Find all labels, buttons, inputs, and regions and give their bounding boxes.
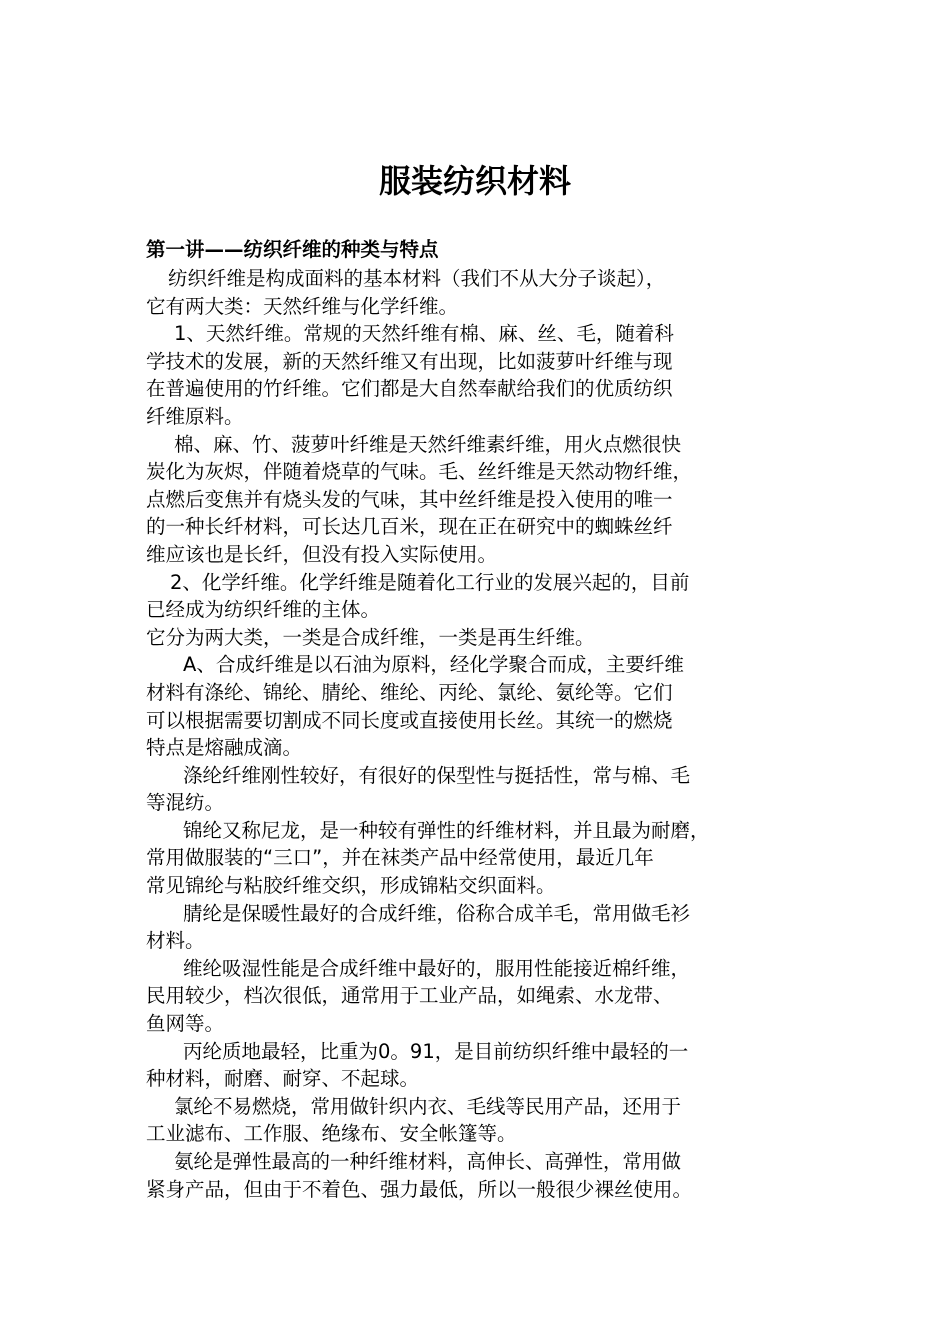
paragraph-line: 已经成为纺织纤维的主体。 (146, 598, 381, 622)
paragraph-line: 纤维原料。 (146, 404, 244, 428)
paragraph (146, 624, 812, 652)
paragraph-line: 维应该也是长纤，但没有投入实际使用。 (146, 542, 498, 566)
paragraph (146, 1148, 812, 1203)
document-body (146, 235, 812, 1203)
document-title: 服装纺织材料 (378, 162, 571, 200)
paragraph-line: 种材料，耐磨、耐穿、不起球。 (146, 1067, 420, 1091)
paragraph-line: 工业滤布、工作服、绝缘布、安全帐篷等。 (146, 1122, 517, 1146)
paragraph-line: 常见锦纶与粘胶纤维交织，形成锦粘交织面料。 (146, 874, 556, 898)
paragraph-line: 鱼网等。 (146, 1012, 225, 1036)
paragraph (146, 1093, 812, 1148)
paragraph-line: 民用较少，档次很低，通常用于工业产品，如绳索、水龙带、 (146, 984, 673, 1008)
paragraph-line: 涤纶纤维刚性较好，有很好的保型性与挺括性，常与棉、毛 (183, 763, 691, 787)
paragraph-line: 1、天然纤维。常规的天然纤维有棉、麻、丝、毛，随着科 (174, 322, 674, 346)
paragraph-line: 学技术的发展，新的天然纤维又有出现，比如菠萝叶纤维与现 (146, 349, 673, 373)
paragraph-line: 2、化学纤维。化学纤维是随着化工行业的发展兴起的，目前 (170, 570, 690, 594)
paragraph-line: 材料有涤纶、锦纶、腈纶、维纶、丙纶、氯纶、氨纶等。它们 (146, 680, 673, 704)
paragraph-line: 它有两大类：天然纤维与化学纤维。 (146, 294, 459, 318)
paragraph-line: 的一种长纤材料，可长达几百米，现在正在研究中的蜘蛛丝纤 (146, 515, 673, 539)
paragraph (146, 320, 812, 430)
paragraph (146, 817, 812, 900)
paragraph-line: 腈纶是保暖性最好的合成纤维，俗称合成羊毛，常用做毛衫 (183, 901, 691, 925)
paragraph (146, 569, 812, 624)
paragraph-line: 点燃后变焦并有烧头发的气味，其中丝纤维是投入使用的唯一 (146, 487, 673, 511)
paragraph (146, 762, 812, 817)
paragraph-list (146, 265, 812, 1203)
paragraph (146, 1038, 812, 1093)
paragraph-line: 维纶吸湿性能是合成纤维中最好的，服用性能接近棉纤维， (183, 956, 691, 980)
paragraph (146, 265, 812, 320)
paragraph-line: 等混纺。 (146, 791, 225, 815)
paragraph (146, 955, 812, 1038)
paragraph-line: 在普遍使用的竹纤维。它们都是大自然奉献给我们的优质纺织 (146, 377, 673, 401)
paragraph-line: 它分为两大类，一类是合成纤维，一类是再生纤维。 (146, 625, 595, 649)
paragraph-line: 炭化为灰烬，伴随着烧草的气味。毛、丝纤维是天然动物纤维， (146, 460, 693, 484)
paragraph-line: 氯纶不易燃烧，常用做针织内衣、毛线等民用产品，还用于 (174, 1094, 682, 1118)
paragraph-line: 紧身产品，但由于不着色、强力最低，所以一般很少裸丝使用。 (146, 1177, 693, 1201)
paragraph-line: 锦纶又称尼龙，是一种较有弹性的纤维材料，并且最为耐磨， (183, 818, 710, 842)
paragraph-line: 纺织纤维是构成面料的基本材料（我们不从大分子谈起）， (168, 267, 666, 290)
paragraph-line: 常用做服装的“三口”，并在袜类产品中经常使用，最近几年 (146, 846, 654, 870)
paragraph (146, 900, 812, 955)
paragraph-line: 可以根据需要切割成不同长度或直接使用长丝。其统一的燃烧 (146, 708, 673, 732)
paragraph-line: 丙纶质地最轻，比重为0。91，是目前纺织纤维中最轻的一 (183, 1039, 689, 1063)
paragraph-line: A、合成纤维是以石油为原料，经化学聚合而成，主要纤维 (183, 653, 684, 677)
paragraph-line: 材料。 (146, 929, 205, 953)
paragraph-line: 氨纶是弹性最高的一种纤维材料，高伸长、高弹性，常用做 (174, 1150, 682, 1173)
paragraph (146, 651, 812, 761)
paragraph-line: 特点是熔融成滴。 (146, 736, 303, 760)
paragraph (146, 431, 812, 569)
paragraph-line: 棉、麻、竹、菠萝叶纤维是天然纤维素纤维，用火点燃很快 (174, 432, 682, 456)
lecture-heading: 第一讲——纺织纤维的种类与特点 (146, 238, 439, 261)
